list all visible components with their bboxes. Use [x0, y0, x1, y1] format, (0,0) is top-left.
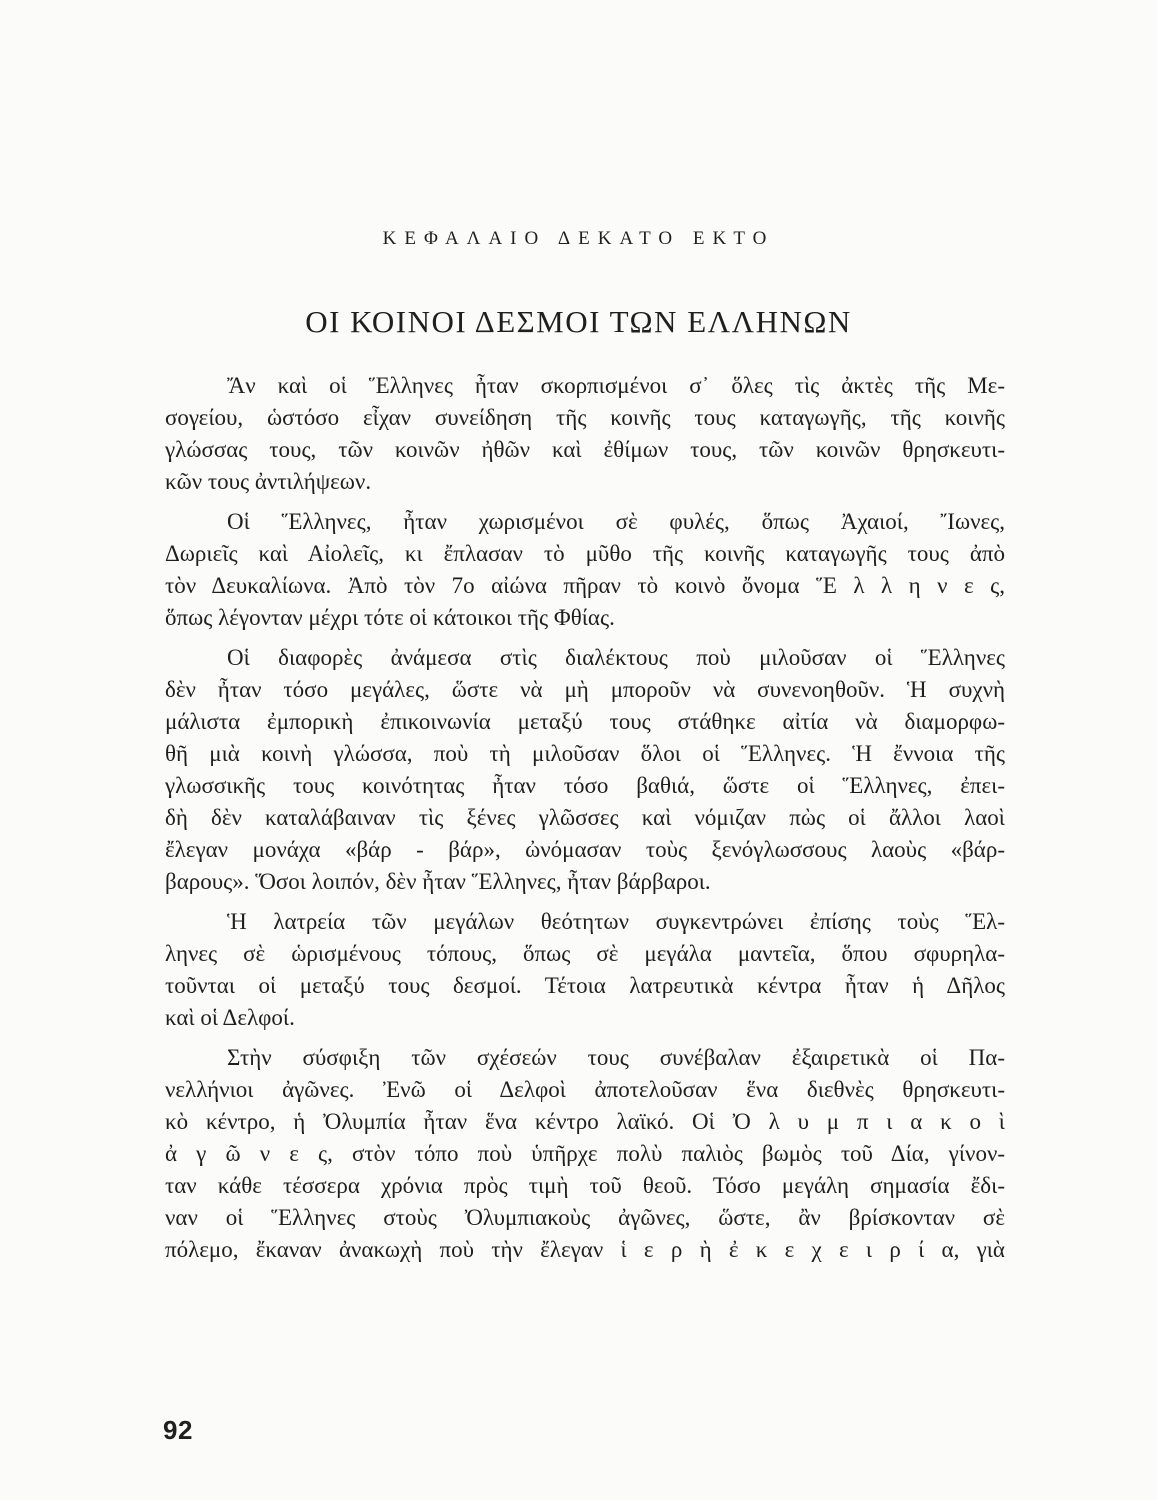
text-line: τοῦνται οἱ μεταξύ τους δεσμοί. Τέτοια λατρευτικὰ κέντρα ἦταν ἡ Δῆλος [165, 973, 1005, 998]
text-line: γλώσσας τους, τῶν κοινῶν ἠθῶν καὶ ἐθίμων τους, τῶν κοινῶν θρησκευτι- [165, 437, 1005, 462]
chapter-label: ΚΕΦΑΛΑΙΟ ΔΕΚΑΤΟ ΕΚΤΟ [382, 228, 775, 249]
text-line: δὲν ἦταν τόσο μεγάλες, ὥστε νὰ μὴ μποροῦν νὰ συνενοηθοῦν. Ἡ συχνὴ [165, 677, 1005, 702]
text-line: μάλιστα ἐμπορικὴ ἐπικοινωνία μεταξύ τους στάθηκε αἰτία νὰ διαμορφω- [165, 709, 1005, 734]
text-line: ταν κάθε τέσσερα χρόνια πρὸς τιμὴ τοῦ θεοῦ. Τόσο μεγάλη σημασία ἔδι- [165, 1173, 1005, 1198]
text-line: νελλήνιοι ἀγῶνες. Ἐνῶ οἱ Δελφοὶ ἀποτελοῦσαν ἕνα διεθνὲς θρησκευτι- [165, 1077, 1005, 1102]
text-line: Στὴν σύσφιξη τῶν σχέσεών τους συνέβαλαν ἐξαιρετικὰ οἱ Πα- [227, 1045, 1005, 1070]
text-line: ἀ γ ῶ ν ε ς, στὸν τόπο ποὺ ὑπῆρχε πολὺ παλιὸς βωμὸς τοῦ Δία, γίνον- [165, 1141, 1005, 1166]
text-line: πόλεμο, ἔκαναν ἀνακωχὴ ποὺ τὴν ἔλεγαν ἱ ε ρ ὴ ἐ κ ε χ ε ι ρ ί α, γιὰ [165, 1237, 1005, 1262]
text-line: Οἱ διαφορὲς ἀνάμεσα στὶς διαλέκτους ποὺ μιλοῦσαν οἱ Ἕλληνες [227, 645, 1005, 670]
text-line: Ἡ λατρεία τῶν μεγάλων θεότητων συγκεντρώνει ἐπίσης τοὺς Ἕλ- [227, 909, 1005, 934]
text-line: βαρους». Ὅσοι λοιπόν, δὲν ἦταν Ἕλληνες, ἦταν βάρβαροι. [165, 869, 711, 894]
page-number: 92 [163, 1415, 193, 1445]
text-line: ἔλεγαν μονάχα «βάρ - βάρ», ὠνόμασαν τοὺς ξενόγλωσσους λαοὺς «βάρ- [165, 837, 1005, 862]
text-line: τὸν Δευκαλίωνα. Ἀπὸ τὸν 7ο αἰώνα πῆραν τὸ κοινὸ ὄνομα Ἕ λ λ η ν ε ς, [165, 573, 1005, 598]
text-line: θῆ μιὰ κοινὴ γλώσσα, ποὺ τὴ μιλοῦσαν ὅλοι οἱ Ἕλληνες. Ἡ ἔννοια τῆς [165, 741, 1005, 766]
text-line: ναν οἱ Ἕλληνες στοὺς Ὀλυμπιακοὺς ἀγῶνες, ὥστε, ἂν βρίσκονταν σὲ [165, 1205, 1005, 1230]
paragraph-2 [165, 506, 1005, 634]
text-line: σογείου, ὡστόσο εἶχαν συνείδηση τῆς κοινῆς τους καταγωγῆς, τῆς κοινῆς [165, 405, 1005, 430]
text-line: κὸ κέντρο, ἡ Ὀλυμπία ἦταν ἕνα κέντρο λαϊκό. Οἱ Ὀ λ υ μ π ι α κ ο ὶ [165, 1109, 1005, 1134]
text-line: Δωριεῖς καὶ Αἰολεῖς, κι ἔπλασαν τὸ μῦθο τῆς κοινῆς καταγωγῆς τους ἀπὸ [165, 541, 1005, 566]
text-line: δὴ δὲν καταλάβαιναν τὶς ξένες γλῶσσες καὶ νόμιζαν πὼς οἱ ἄλλοι λαοὶ [165, 805, 1005, 830]
body-text [165, 370, 1005, 1266]
text-line: γλωσσικῆς τους κοινότητας ἦταν τόσο βαθιά, ὥστε οἱ Ἕλληνες, ἐπει- [165, 773, 1005, 798]
paragraph-5 [165, 1042, 1005, 1266]
text-line: καὶ οἱ Δελφοί. [165, 1005, 295, 1030]
text-line: ὅπως λέγονταν μέχρι τότε οἱ κάτοικοι τῆς Φθίας. [165, 605, 615, 630]
text-line: κῶν τους ἀντιλήψεων. [165, 469, 372, 494]
chapter-title: ΟΙ ΚΟΙΝΟΙ ΔΕΣΜΟΙ ΤΩΝ ΕΛΛΗΝΩΝ [305, 304, 852, 339]
text-line: Οἱ Ἕλληνες, ἦταν χωρισμένοι σὲ φυλές, ὅπως Ἀχαιοί, Ἴωνες, [227, 509, 1005, 534]
text-line: Ἄν καὶ οἱ Ἕλληνες ἦταν σκορπισμένοι σ᾽ ὅλες τὶς ἀκτὲς τῆς Με- [227, 373, 1005, 398]
paragraph-4 [165, 906, 1005, 1034]
text-line: ληνες σὲ ὡρισμένους τόπους, ὅπως σὲ μεγάλα μαντεῖα, ὅπου σφυρηλα- [165, 941, 1005, 966]
paragraph-3 [165, 642, 1005, 898]
paragraph-1 [165, 370, 1005, 498]
